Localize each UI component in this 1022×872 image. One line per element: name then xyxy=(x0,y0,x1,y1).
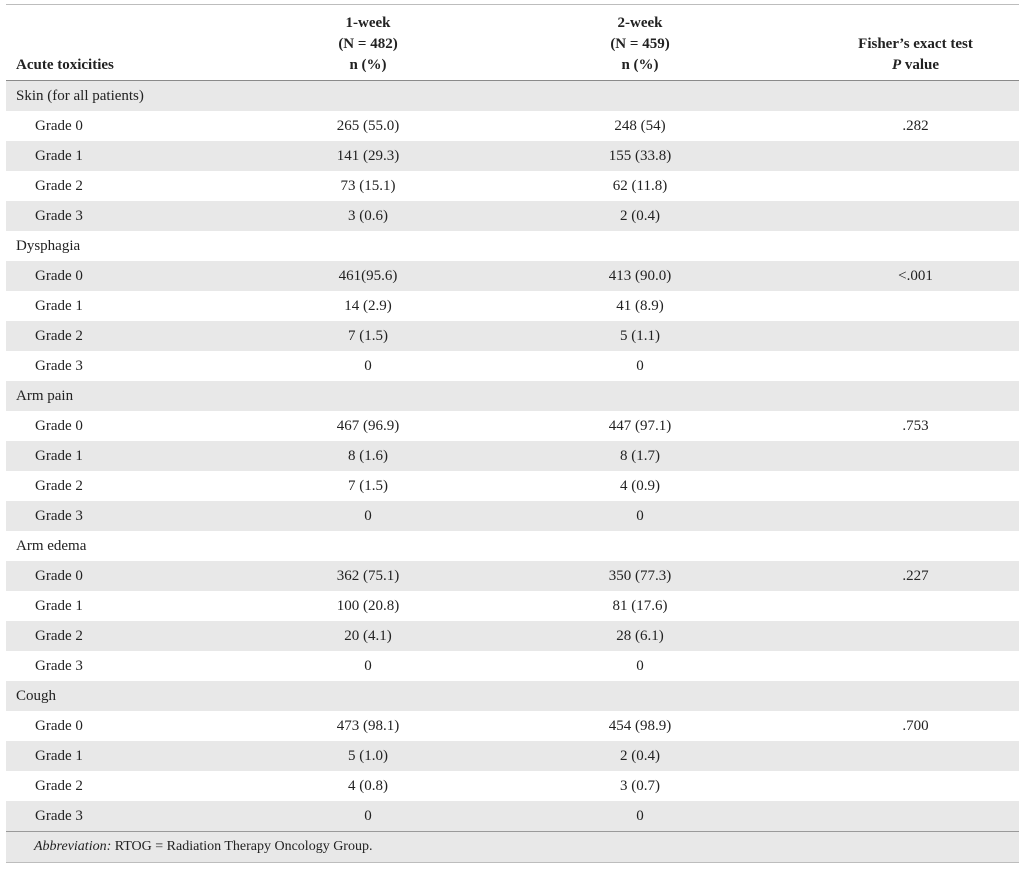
footnote-text: RTOG = Radiation Therapy Oncology Group. xyxy=(111,839,373,854)
cell-2-week: 350 (77.3) xyxy=(468,561,812,591)
cell-2-week: 2 (0.4) xyxy=(468,201,812,231)
grade-label: Grade 2 xyxy=(35,177,83,194)
cell-1-week: 73 (15.1) xyxy=(340,177,396,194)
cell-1-week: 0 xyxy=(364,657,372,674)
cell-1-week: 265 (55.0) xyxy=(336,117,400,134)
cell-2-week: 413 (90.0) xyxy=(468,261,812,291)
cell-2-week: 0 xyxy=(468,801,812,832)
table-row xyxy=(6,741,1019,771)
category-label: Cough xyxy=(6,681,268,711)
cell-p-value xyxy=(812,381,1019,411)
header-fishers-title: Fisher’s exact test xyxy=(858,36,973,52)
grade-label: Grade 2 xyxy=(35,477,83,494)
cell-p-value xyxy=(812,201,1019,231)
header-p-italic: P xyxy=(891,57,902,73)
cell-1-week xyxy=(268,531,468,561)
grade-label: Grade 1 xyxy=(6,741,268,771)
cell-p-value xyxy=(812,231,1019,261)
table-row xyxy=(6,771,1019,801)
cell-1-week: 362 (75.1) xyxy=(268,561,468,591)
header-2-week-n: (N = 459) xyxy=(610,36,670,52)
header-1-week-n: (N = 482) xyxy=(338,36,398,52)
cell-p-value xyxy=(812,651,1019,681)
cell-p-value: .282 xyxy=(902,117,929,134)
grade-label: Grade 3 xyxy=(35,657,83,674)
cell-2-week: 28 (6.1) xyxy=(468,621,812,651)
cell-p-value: .753 xyxy=(902,417,929,434)
category-row xyxy=(6,681,1019,711)
grade-label: Grade 1 xyxy=(35,297,83,314)
header-1-week-title: 1-week xyxy=(345,15,391,31)
grade-label: Grade 3 xyxy=(35,357,83,374)
cell-p-value: .227 xyxy=(812,561,1019,591)
table-row xyxy=(6,201,1019,231)
cell-2-week xyxy=(468,681,812,711)
cell-1-week: 0 xyxy=(268,801,468,832)
grade-label: Grade 3 xyxy=(6,501,268,531)
grade-label: Grade 2 xyxy=(35,777,83,794)
header-2-week-unit: n (%) xyxy=(621,57,659,73)
cell-1-week: 20 (4.1) xyxy=(268,621,468,651)
cell-2-week xyxy=(468,231,812,261)
cell-2-week: 155 (33.8) xyxy=(468,141,812,171)
cell-2-week: 0 xyxy=(636,657,644,674)
header-2-week xyxy=(468,5,812,81)
cell-1-week: 461(95.6) xyxy=(268,261,468,291)
cell-1-week xyxy=(268,81,468,112)
category-row xyxy=(6,81,1019,112)
table-row xyxy=(6,291,1019,321)
cell-1-week: 7 (1.5) xyxy=(268,321,468,351)
table-row xyxy=(6,321,1019,351)
cell-1-week: 467 (96.9) xyxy=(336,417,400,434)
table-row xyxy=(6,621,1019,651)
cell-1-week: 5 (1.0) xyxy=(268,741,468,771)
grade-label: Grade 1 xyxy=(6,441,268,471)
cell-1-week: 4 (0.8) xyxy=(348,777,388,794)
header-fishers-test xyxy=(812,5,1019,81)
grade-label: Grade 3 xyxy=(6,201,268,231)
cell-2-week: 0 xyxy=(468,501,812,531)
table-row xyxy=(6,111,1019,141)
table-row xyxy=(6,711,1019,741)
table-row xyxy=(6,141,1019,171)
cell-1-week: 3 (0.6) xyxy=(268,201,468,231)
header-2-week-title: 2-week xyxy=(617,15,663,31)
cell-2-week: 2 (0.4) xyxy=(468,741,812,771)
cell-p-value xyxy=(812,471,1019,501)
table-row xyxy=(6,171,1019,201)
cell-1-week xyxy=(268,231,468,261)
cell-p-value xyxy=(812,771,1019,801)
cell-p-value xyxy=(812,741,1019,771)
cell-p-value xyxy=(812,291,1019,321)
cell-p-value xyxy=(812,591,1019,621)
table-row xyxy=(6,651,1019,681)
table-footnote xyxy=(6,832,1019,863)
cell-2-week: 3 (0.7) xyxy=(620,777,660,794)
footnote-label: Abbreviation: xyxy=(34,839,112,854)
table-header-row xyxy=(6,5,1019,81)
grade-label: Grade 1 xyxy=(35,597,83,614)
grade-label: Grade 0 xyxy=(35,417,83,434)
cell-2-week xyxy=(468,531,812,561)
table-row xyxy=(6,561,1019,591)
acute-toxicities-table xyxy=(6,4,1019,863)
cell-2-week: 8 (1.7) xyxy=(468,441,812,471)
grade-label: Grade 0 xyxy=(6,561,268,591)
category-row xyxy=(6,531,1019,561)
cell-2-week: 4 (0.9) xyxy=(620,477,660,494)
table-row xyxy=(6,471,1019,501)
cell-1-week: 473 (98.1) xyxy=(336,717,400,734)
cell-2-week: 447 (97.1) xyxy=(608,417,672,434)
header-acute-toxicities: Acute toxicities xyxy=(16,57,114,73)
cell-p-value xyxy=(812,171,1019,201)
header-1-week-unit: n (%) xyxy=(349,57,387,73)
cell-p-value xyxy=(812,621,1019,651)
cell-p-value xyxy=(812,501,1019,531)
cell-1-week xyxy=(268,681,468,711)
cell-2-week: 41 (8.9) xyxy=(616,297,664,314)
cell-1-week: 0 xyxy=(268,501,468,531)
table-footnote-row xyxy=(6,832,1019,863)
header-1-week xyxy=(268,5,468,81)
table-row xyxy=(6,411,1019,441)
grade-label: Grade 2 xyxy=(6,321,268,351)
table-row xyxy=(6,501,1019,531)
cell-1-week: 141 (29.3) xyxy=(268,141,468,171)
table-body xyxy=(6,81,1019,832)
cell-1-week: 100 (20.8) xyxy=(336,597,400,614)
cell-p-value xyxy=(812,681,1019,711)
cell-2-week: 5 (1.1) xyxy=(468,321,812,351)
cell-1-week: 8 (1.6) xyxy=(268,441,468,471)
toxicity-table-container xyxy=(6,4,1019,863)
grade-label: Grade 2 xyxy=(6,621,268,651)
table-row xyxy=(6,801,1019,832)
cell-2-week xyxy=(468,81,812,112)
cell-p-value xyxy=(812,441,1019,471)
cell-p-value: .700 xyxy=(902,717,929,734)
category-label: Arm edema xyxy=(16,537,87,554)
cell-1-week: 7 (1.5) xyxy=(348,477,388,494)
cell-p-value xyxy=(812,351,1019,381)
cell-p-value xyxy=(812,81,1019,112)
cell-2-week xyxy=(468,381,812,411)
category-label: Skin (for all patients) xyxy=(6,81,268,112)
cell-1-week: 14 (2.9) xyxy=(344,297,392,314)
cell-p-value xyxy=(812,531,1019,561)
cell-1-week: 0 xyxy=(364,357,372,374)
cell-p-value xyxy=(812,321,1019,351)
cell-p-value: <.001 xyxy=(812,261,1019,291)
grade-label: Grade 0 xyxy=(35,717,83,734)
cell-2-week: 0 xyxy=(636,357,644,374)
cell-1-week xyxy=(268,381,468,411)
table-row xyxy=(6,591,1019,621)
cell-2-week: 454 (98.9) xyxy=(608,717,672,734)
cell-2-week: 81 (17.6) xyxy=(612,597,668,614)
cell-2-week: 62 (11.8) xyxy=(612,177,668,194)
table-row xyxy=(6,441,1019,471)
header-p-value xyxy=(812,55,1019,76)
category-row xyxy=(6,381,1019,411)
table-row xyxy=(6,351,1019,381)
cell-p-value xyxy=(812,801,1019,832)
category-label: Arm pain xyxy=(6,381,268,411)
grade-label: Grade 1 xyxy=(6,141,268,171)
category-label: Dysphagia xyxy=(16,237,81,254)
cell-p-value xyxy=(812,141,1019,171)
table-row xyxy=(6,261,1019,291)
category-row xyxy=(6,231,1019,261)
grade-label: Grade 0 xyxy=(6,261,268,291)
grade-label: Grade 3 xyxy=(6,801,268,832)
header-p-rest: value xyxy=(901,57,940,73)
cell-2-week: 248 (54) xyxy=(614,117,666,134)
grade-label: Grade 0 xyxy=(35,117,83,134)
